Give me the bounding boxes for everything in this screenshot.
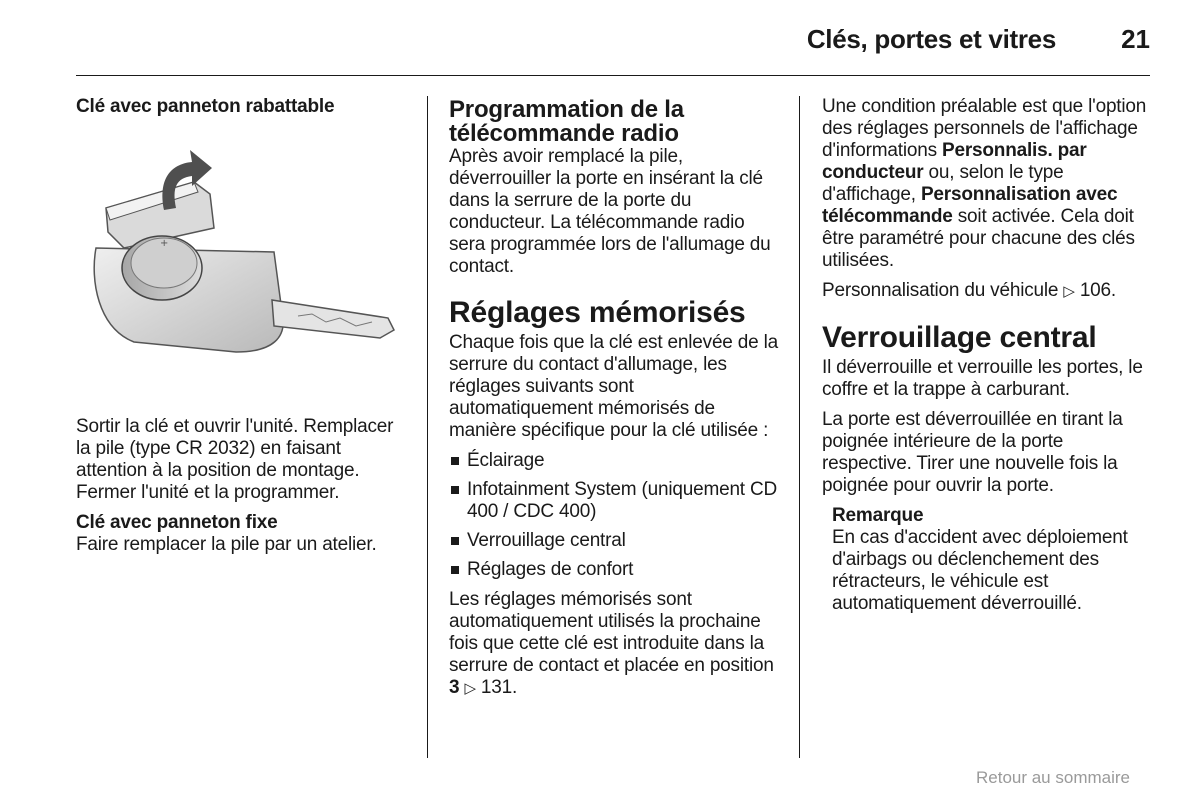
bullet-square-icon	[451, 486, 459, 494]
bullet-square-icon	[451, 457, 459, 465]
paragraph-precondition: Une condition préalable est que l'option des réglages personnels de l'affichage d'informations Personnalis. par conducteur ou, selon le type d'affichage, Personnalisation avec télécommande soit activée. Cela doit être paramétré pour chacune des clés utilisées.	[822, 96, 1147, 271]
note-text: En cas d'accident avec déploiement d'airbags ou déclenchement des rétracteurs, le véhicule est automatiquement déverrouillé.	[832, 527, 1128, 614]
heading-memory-settings: Réglages mémorisés	[449, 296, 746, 329]
column-2	[449, 98, 779, 708]
paragraph-fold-key: Sortir la clé et ouvrir l'unité. Remplacer la pile (type CR 2032) en faisant attention à la position de montage. Fermer l'unité et la programmer.	[76, 416, 394, 503]
heading-central-locking: Verrouillage central	[822, 321, 1097, 354]
list-item: Éclairage	[449, 450, 779, 472]
ignition-position-label: 3	[449, 677, 460, 698]
page-reference[interactable]: 131.	[480, 677, 518, 698]
paragraph-fixed-key: Faire remplacer la pile par un atelier.	[76, 534, 377, 555]
back-to-contents-link[interactable]: Retour au sommaire	[975, 768, 1130, 787]
paragraph-personalisation: Personnalisation du véhicule ▷ 106.	[822, 280, 1116, 301]
column-divider-left	[427, 96, 428, 758]
bullet-square-icon	[451, 537, 459, 545]
list-item: Réglages de confort	[449, 559, 779, 581]
heading-fold-key: Clé avec panneton rabattable	[76, 96, 335, 117]
svg-text:+: +	[160, 238, 169, 249]
arrow-ref-icon: ▷	[1063, 283, 1075, 300]
paragraph-auto-settings: Les réglages mémorisés sont automatiquement utilisés la prochaine fois que cette clé est introduite dans la serrure de contact et placée en position 3 ▷ 131.	[449, 589, 774, 698]
column-1	[76, 96, 408, 118]
page-number: 21	[1121, 24, 1150, 54]
column-divider-right	[799, 96, 800, 758]
paragraph-central-1: Il déverrouille et verrouille les portes, le coffre et la trappe à carburant.	[822, 357, 1143, 400]
arrow-ref-icon: ▷	[464, 680, 476, 697]
heading-programming: Programmation de la télécommande radio	[449, 96, 684, 147]
memory-settings-list	[449, 450, 779, 581]
key-battery-illustration	[76, 130, 406, 400]
column-1-text	[76, 416, 408, 564]
page-reference[interactable]: 106.	[1079, 280, 1116, 301]
paragraph-memory-settings: Chaque fois que la clé est enlevée de la serrure du contact d'allumage, les réglages suivants sont automatiquement mémorisés de manière spécifique pour la clé utilisée :	[449, 332, 778, 441]
list-item: Verrouillage central	[449, 530, 779, 552]
list-item: Infotainment System (uniquement CD 400 / CDC 400)	[449, 479, 779, 523]
bullet-square-icon	[451, 566, 459, 574]
paragraph-programming: Après avoir remplacé la pile, déverrouiller la porte en insérant la clé dans la serrure de la porte du conducteur. La télécommande radio sera programmée lors de l'allumage du contact.	[449, 146, 771, 277]
heading-fixed-key: Clé avec panneton fixe	[76, 512, 278, 533]
key-battery-icon	[76, 130, 406, 400]
note-box	[832, 505, 1152, 615]
chapter-title: Clés, portes et vitres	[806, 24, 1056, 54]
header-divider	[76, 75, 1150, 76]
paragraph-central-2: La porte est déverrouillée en tirant la poignée intérieure de la porte respective. Tirer une nouvelle fois la poignée pour ouvrir la porte.	[822, 409, 1123, 496]
column-3	[822, 96, 1152, 623]
note-heading: Remarque	[832, 505, 924, 526]
